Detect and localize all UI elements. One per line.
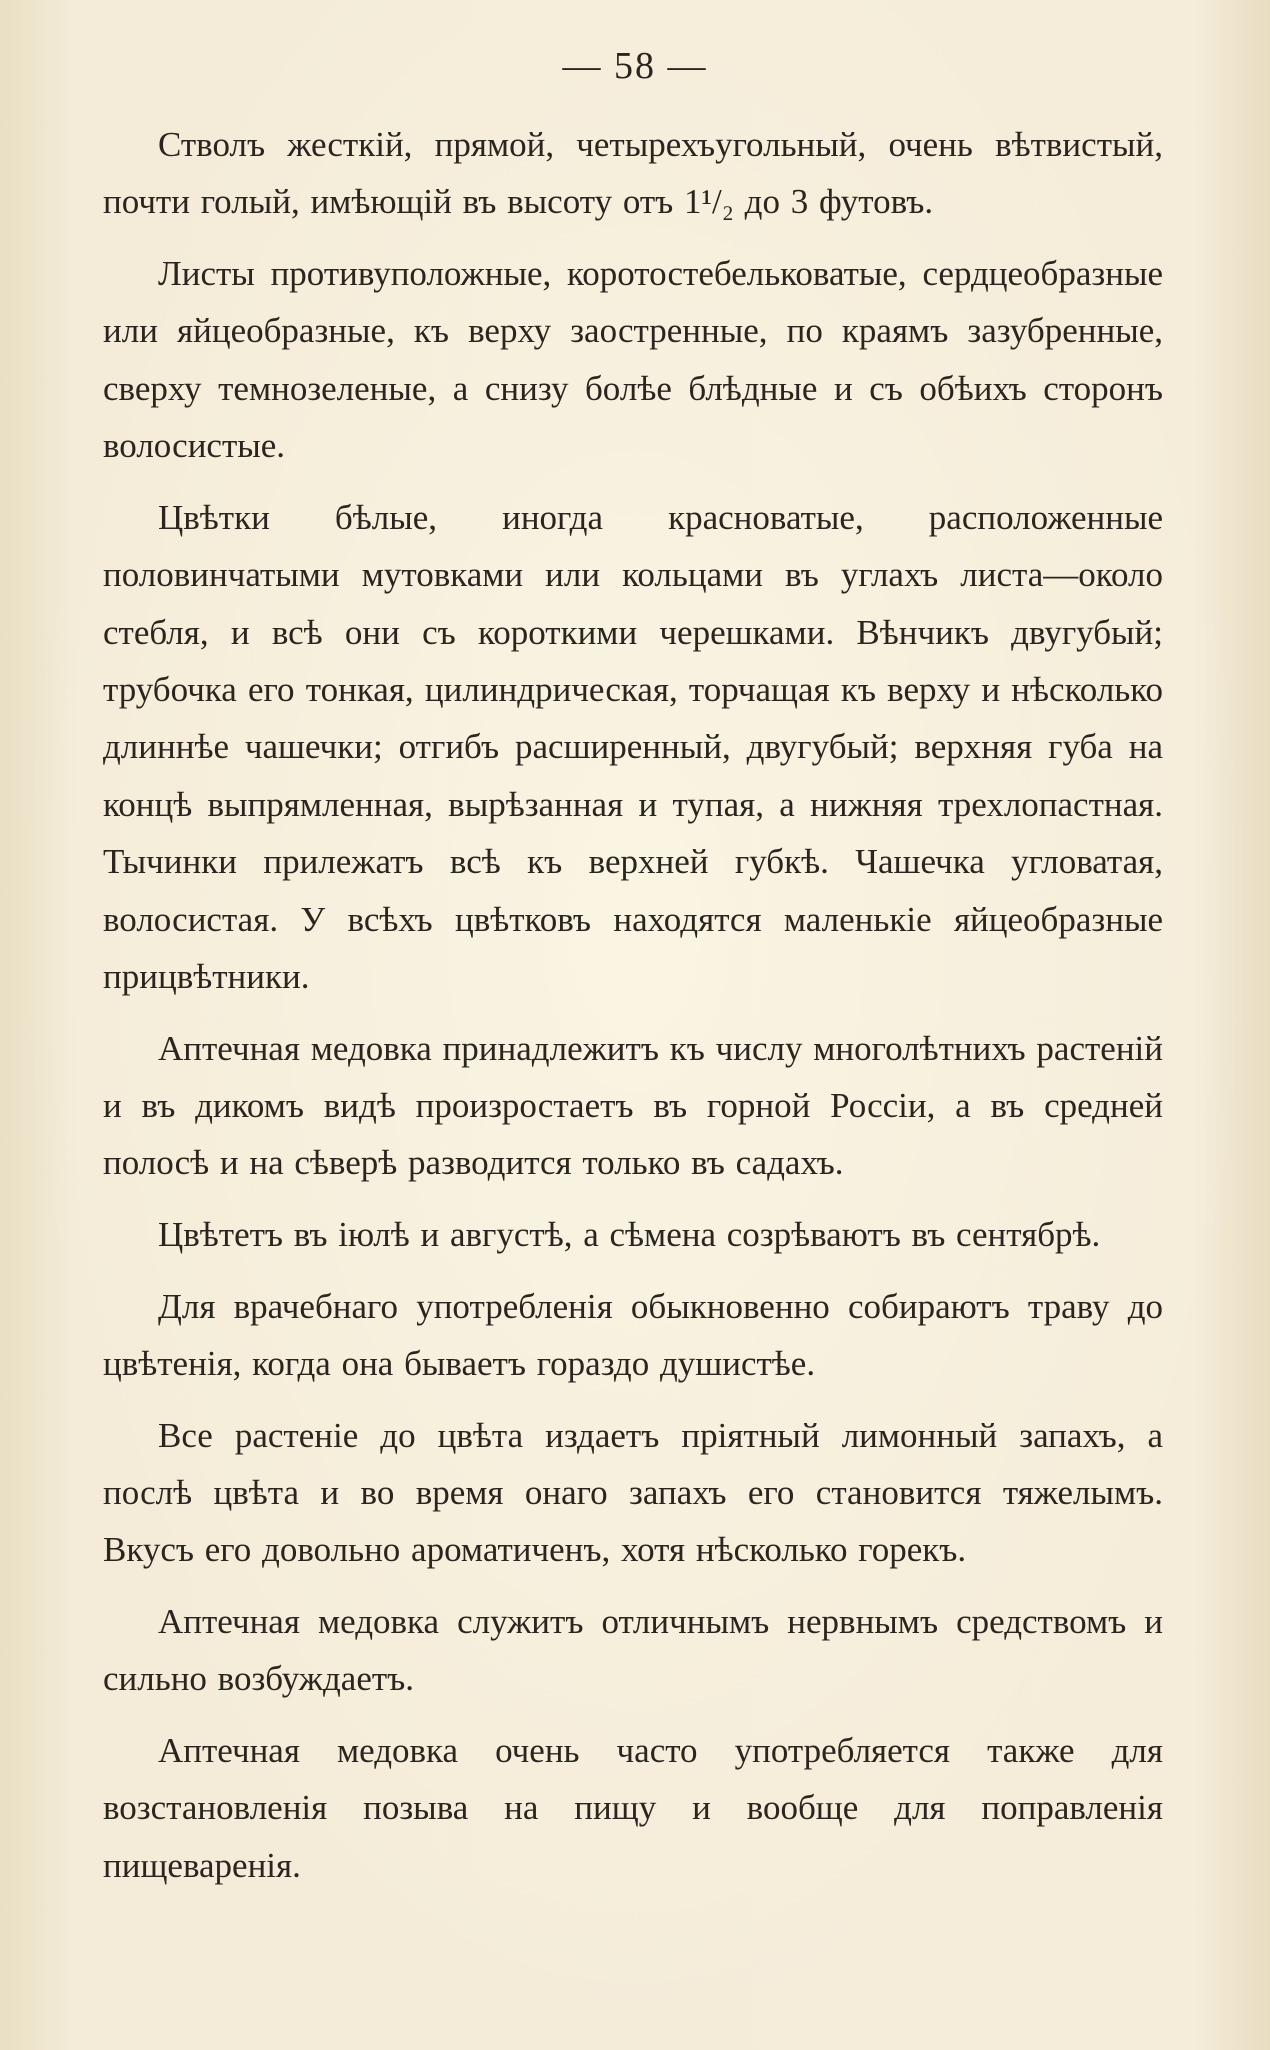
paragraph-habitat: Аптечная медовка принадлежитъ къ числу многолѣтнихъ растеній и въ дикомъ видѣ произростаетъ въ горной Россіи, а въ средней полосѣ и на сѣверѣ разводится только въ садахъ. [103, 1028, 1163, 1183]
paragraph-flowers: Цвѣтки бѣлые, иногда красноватые, расположенные половинчатыми мутовками или кольцами въ углахъ листа—около стебля, и всѣ они съ короткими черешками. Вѣнчикъ двугубый; трубочка его тонкая, цилиндрическая, торчащая къ верху и нѣсколько длиннѣе чашечки; отгибъ расширенный, двугубый; верхняя губа на концѣ выпрямленная, вырѣзанная и тупая, а нижняя трехлопастная. Тычинки прилежатъ всѣ къ верхней губкѣ. Чашечка угловатая, волосистая. У всѣхъ цвѣтковъ находятся маленькіе яйцеобразные прицвѣтники. [103, 497, 1163, 997]
paragraph-stem: Стволъ жесткій, прямой, четырехъугольный, очень вѣтвистый, почти голый, имѣющій въ высоту отъ 1¹/₂ до 3 футовъ. [103, 125, 1163, 222]
paragraph-digestion: Аптечная медовка очень часто употребляется также для возстановленія позыва на пищу и вообще для поправленія пищеваренія. [103, 1731, 1163, 1885]
paragraph-smell: Все растеніе до цвѣта издаетъ пріятный лимонный запахъ, а послѣ цвѣта и во время онаго запахъ его становится тяжелымъ. Вкусъ его довольно ароматиченъ, хотя нѣсколько горекъ. [103, 1415, 1163, 1570]
paragraph-nerve-remedy: Аптечная медовка служитъ отличнымъ нервнымъ средствомъ и сильно возбуждаетъ. [103, 1602, 1163, 1699]
paragraph-leaves: Листы противуположные, коротостебельковатые, сердцеобразные или яйцеобразные, къ верху заостренные, по краямъ зазубренные, сверху темнозеленые, а снизу болѣе блѣдные и съ обѣихъ сторонъ волосистые. [103, 254, 1163, 466]
page-number: — 58 — [562, 45, 708, 87]
body-text [103, 116, 1163, 1908]
paragraph-flowering: Цвѣтетъ въ іюлѣ и августѣ, а сѣмена созрѣваютъ въ сентябрѣ. [158, 1215, 1101, 1255]
paragraph-collection: Для врачебнаго употребленія обыкновенно собираютъ траву до цвѣтенія, когда она бываетъ гораздо душистѣе. [103, 1286, 1163, 1384]
